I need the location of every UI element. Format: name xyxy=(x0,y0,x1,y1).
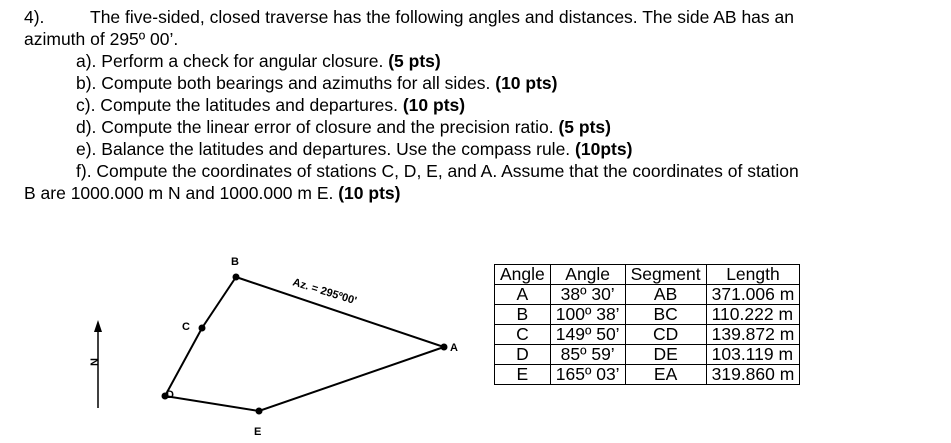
part-c xyxy=(24,94,939,116)
header-angle-value: Angle xyxy=(550,265,625,285)
label-c: C xyxy=(182,321,190,333)
table-row xyxy=(495,285,800,305)
station-cell: C xyxy=(495,325,551,345)
segment-cell: AB xyxy=(625,285,706,305)
part-f-continuation xyxy=(24,182,939,204)
table-row xyxy=(495,345,800,365)
part-b xyxy=(24,72,939,94)
angle-cell: 165º 03’ xyxy=(550,365,625,385)
part-a-text: a). Perform a check for angular closure. xyxy=(76,51,389,71)
length-cell: 110.222 m xyxy=(706,305,800,325)
segment-cell: BC xyxy=(625,305,706,325)
part-b-points: (10 pts) xyxy=(495,73,558,93)
length-cell: 319.860 m xyxy=(706,365,800,385)
station-a-point xyxy=(441,344,448,351)
angle-cell: 149º 50’ xyxy=(550,325,625,345)
table-header-row xyxy=(495,265,800,285)
intro-line-2: azimuth of 295º 00’. xyxy=(24,29,179,49)
segment-cell: DE xyxy=(625,345,706,365)
part-f xyxy=(24,160,939,182)
angle-cell: 85º 59’ xyxy=(550,345,625,365)
part-e xyxy=(24,138,939,160)
intro-text: The five-sided, closed traverse has the following angles and distances. The side AB has an xyxy=(90,7,794,27)
length-cell: 103.119 m xyxy=(706,345,800,365)
azimuth-label: Az. = 295º00' xyxy=(291,276,359,308)
length-cell: 139.872 m xyxy=(706,325,800,345)
traverse-svg xyxy=(70,245,490,443)
problem-statement xyxy=(24,6,939,204)
header-angle-label: Angle xyxy=(495,265,551,285)
intro-line-1 xyxy=(24,6,939,28)
station-cell: D xyxy=(495,345,551,365)
angle-cell: 38º 30’ xyxy=(550,285,625,305)
station-b-point xyxy=(233,274,240,281)
part-f-text: f). Compute the coordinates of stations C, D, E, and A. Assume that the coordinates of station xyxy=(76,161,799,181)
label-e: E xyxy=(254,426,262,438)
north-arrow-head-icon xyxy=(94,320,102,332)
part-a-points: (5 pts) xyxy=(388,51,441,71)
angle-cell: 100º 38’ xyxy=(550,305,625,325)
part-d-points: (5 pts) xyxy=(558,117,611,137)
traverse-diagram xyxy=(70,245,490,443)
station-cell: E xyxy=(495,365,551,385)
part-b-text: b). Compute both bearings and azimuths for all sides. xyxy=(76,73,496,93)
north-label: N xyxy=(89,358,101,366)
table-row xyxy=(495,305,800,325)
station-cell: A xyxy=(495,285,551,305)
part-d-text: d). Compute the linear error of closure and the precision ratio. xyxy=(76,117,559,137)
traverse-table xyxy=(494,264,800,385)
part-e-text: e). Balance the latitudes and departures. Use the compass rule. xyxy=(76,139,576,159)
traverse-polygon xyxy=(165,277,444,411)
segment-cell: CD xyxy=(625,325,706,345)
part-c-text: c). Compute the latitudes and departures. xyxy=(76,95,403,115)
label-a: A xyxy=(450,342,458,354)
station-e-point xyxy=(256,408,263,415)
part-f-continuation-text: B are 1000.000 m N and 1000.000 m E. xyxy=(24,183,339,203)
segment-cell: EA xyxy=(625,365,706,385)
label-b: B xyxy=(231,256,239,268)
part-d xyxy=(24,116,939,138)
part-f-points: (10 pts) xyxy=(338,183,401,203)
part-a xyxy=(24,50,939,72)
table-row xyxy=(495,365,800,385)
station-c-point xyxy=(199,325,206,332)
label-d: D xyxy=(166,389,174,401)
length-cell: 371.006 m xyxy=(706,285,800,305)
station-cell: B xyxy=(495,305,551,325)
header-length: Length xyxy=(706,265,800,285)
table-row xyxy=(495,325,800,345)
problem-number: 4). xyxy=(24,7,45,27)
part-e-points: (10pts) xyxy=(575,139,633,159)
header-segment: Segment xyxy=(625,265,706,285)
part-c-points: (10 pts) xyxy=(402,95,466,115)
